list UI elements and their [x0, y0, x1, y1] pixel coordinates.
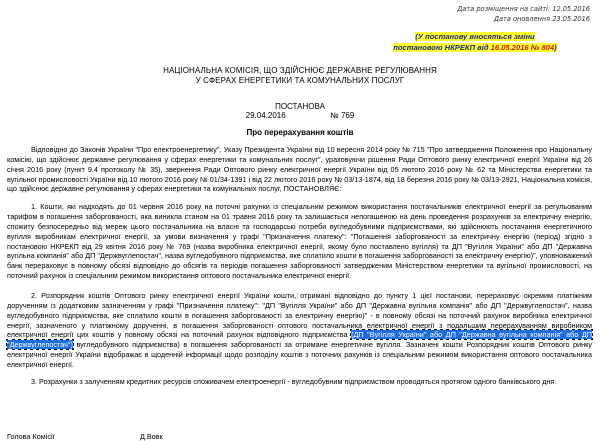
- paragraph-2-part-a: 2. Розпорядник коштів Оптового ринку електричної енергії України кошти, отримані відповідно до пункту 1 цієї постанови, перераховує окремим платіжним дорученням із додатковим зазначенням у графі "Призначення платежу": "ДП "Вугілля України" або ДП "Державна вугільна компанія" або ДП "Держвуглепостач", назва вугледобувного підприємства, яке сплатило кошти в погашення заборгованості за електричну енергію)" - в повному обсязі на поточний рахунок виробника електричної енергії, зазначеного у платіжному дорученні, в погашення заборгованості оптового постачальника електричної енергії з подальшим перерахуванням виробником електричної енергії цих коштів у повному обсязі на поточний рахунок відповідного підприємства: [7, 290, 592, 340]
- selected-text[interactable]: (ДП "Вугілля України" або ДП "Державна вугільна компанія" або ДП "Держвуглепостач"): [7, 330, 592, 350]
- document-type: ПОСТАНОВА: [275, 102, 325, 111]
- document-meta: [0, 111, 600, 120]
- amendment-suffix: ): [554, 42, 557, 52]
- document-subject: Про перерахування коштів: [246, 128, 354, 137]
- publication-dates: [457, 4, 590, 24]
- paragraph-1: 1. Кошти, які надходять до 01 червня 2016 року на поточні рахунки із спеціальним режимом використання постачальників електричної енергії за регульованим тарифом в погашення заборгованості, яка виникла станом на 01 травня 2016 року та залишається непогашеною на день проведення розрахунків за електричну енергію, спожиту безпосередньо від мереж цього постачальника на власні та господарські потреби вугледобувними підприємствами, які здійснюють постачання енергетичного вугілля виробникам електричної енергії, за умови визначення у графі "Призначення платежу": "Погашення заборгованості за електричну енергію (період) згідно з постановою НКРЕКП від 29 квітня 2016 року № 769 (назва виробника електричної енергії, якому було поставлено вугілля) та ДП "Вугілля України" або ДП "Державна вугільна компанія" або ДП "Держвуглепостач", назва вугледобувного підприємства, яке сплатило кошти в погашення заборгованості за електричну енергію)", уповноважений банк перераховує в повному обсязі відповідно до обсягів та періодів погашення заборгованості затвердженим Міністерством енергетики та вугільної промисловості, на поточний рахунок із спеціальним режимом використання оптового постачальника електричної енергії.: [7, 202, 592, 281]
- paragraph-intro: Відповідно до Законів України "Про електроенергетику", Указу Президента України від 10 вересня 2014 року № 715 "Про затвердження Положення про Національну комісію, що здійснює державне регулювання у сферах енергетики та комунальних послуг", ураховуючи рішення Ради Оптового ринку електричної енергії України від 26 січня 2016 року (пункт 9.4 протоколу № 35), звернення Ради Оптового ринку електричної енергії України від 05 лютого 2016 року № 62 та Міністерства енергетики та вугільної промисловості України від 10 лютого 2016 року № 01/34-1391 і від 22 лютого 2016 року № 03/13-1874, від 18 березня 2016 року № 03/13-2921, Національна комісія, що здійснює державне регулювання у сферах енергетики та комунальних послуг, ПОСТАНОВЛЯЄ:: [7, 145, 592, 194]
- amendment-prefix: постановою НКРЕКП від: [393, 42, 491, 52]
- date-updated: Дата оновлення 23.05.2016: [493, 15, 590, 23]
- amendment-line-2: [393, 43, 557, 52]
- organization-header: [0, 66, 600, 86]
- signatory-name: Д.Вовк: [140, 432, 163, 441]
- org-line-2: У СФЕРАХ ЕНЕРГЕТИКИ ТА КОМУНАЛЬНИХ ПОСЛУГ: [195, 76, 405, 86]
- paragraph-2: [7, 291, 592, 370]
- amendment-note: [360, 32, 590, 53]
- org-line-1: НАЦІОНАЛЬНА КОМІСІЯ, ЩО ЗДІЙСНЮЄ ДЕРЖАВНЕ РЕГУЛЮВАННЯ: [163, 66, 437, 75]
- date-placed: Дата розміщення на сайті: 12.05.2016: [457, 5, 590, 13]
- document-date: 29.04.2016: [245, 111, 286, 120]
- document-number: № 769: [330, 111, 355, 120]
- amendment-line-1: (У постанову вносяться зміни: [415, 32, 535, 41]
- document-body: [7, 145, 592, 394]
- paragraph-3: 3. Розрахунки з залученням кредитних ресурсів споживачем електроенергії - вугледобувним підприємством проводяться протягом одного банківського дня.: [31, 376, 557, 386]
- signatory-position: Голова Комісії: [7, 432, 55, 441]
- paragraph-2-part-b: вугледобувного підприємства) в погашення заборгованості за отримане енергетичне вугілля. Зазначені кошти Розпорядник коштів Оптового ринку електричної енергії України відображає в щоденній інформації щодо розподілу коштів з поточних рахунків із спеціальним режимом використання оптового постачальника електричної енергії.: [7, 340, 592, 369]
- amendment-link[interactable]: 16.05.2016 № 804: [490, 42, 555, 52]
- signature-block: [7, 432, 307, 441]
